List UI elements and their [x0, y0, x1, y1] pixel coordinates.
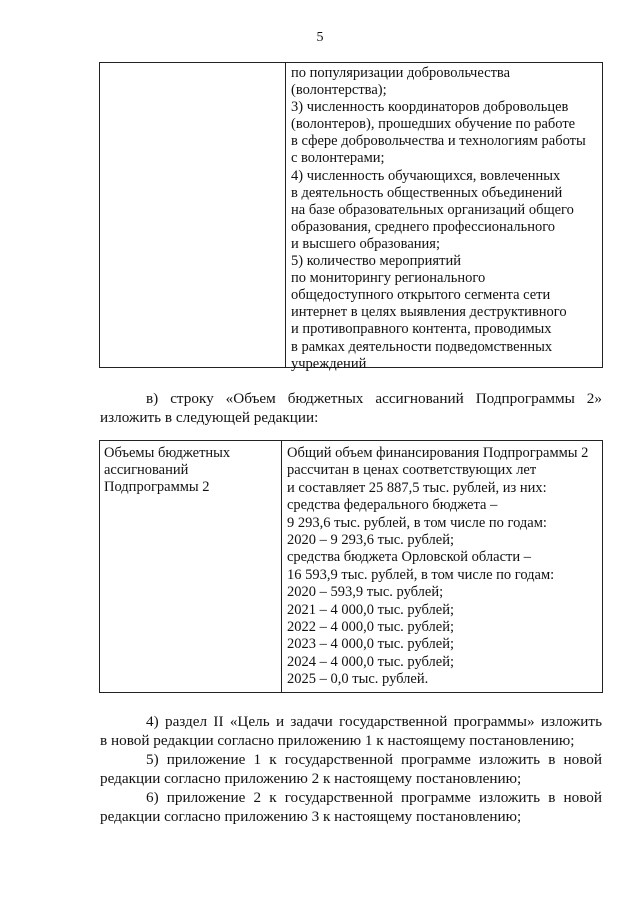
text-line: 3) численность координаторов добровольцев	[291, 99, 569, 116]
text-line: средства федерального бюджета –	[287, 497, 498, 514]
text-line: 2025 – 0,0 тыс. рублей.	[287, 671, 429, 688]
text-line: в деятельность общественных объединений	[291, 184, 563, 201]
text-line: общедоступного открытого сегмента сети	[291, 287, 551, 304]
paragraph-line: редакции согласно приложению 2 к настоящему постановлению;	[100, 770, 522, 787]
text-line: Общий объем финансирования Подпрограммы 2	[287, 445, 589, 461]
text-line: по мониторингу регионального	[291, 270, 486, 287]
column-divider	[285, 63, 286, 367]
text-line: учреждений	[291, 355, 367, 372]
paragraph-line: редакции согласно приложению 3 к настоящему постановлению;	[100, 808, 522, 825]
page-number: 5	[316, 30, 324, 45]
budget-table	[99, 440, 603, 693]
text-line: и высшего образования;	[291, 235, 440, 252]
text-line: 16 593,9 тыс. рублей, в том числе по годам:	[287, 566, 555, 583]
paragraph-line: в новой редакции согласно приложению 1 к настоящему постановлению;	[100, 732, 575, 749]
text-line: с волонтерами;	[291, 150, 385, 167]
text-line: на базе образовательных организаций общего	[291, 201, 574, 218]
paragraph-line: 6) приложение 2 к государственной программе изложить в новой	[146, 789, 602, 806]
text-line: (волонтеров), прошедших обучение по работе	[291, 116, 576, 133]
text-line: 9 293,6 тыс. рублей, в том числе по годам:	[287, 514, 547, 531]
paragraph-item-5	[100, 750, 602, 788]
text-line: рассчитан в ценах соответствующих лет	[287, 462, 537, 479]
text-line: 4) численность обучающихся, вовлеченных	[291, 167, 561, 184]
indicators-cell	[291, 65, 586, 373]
budget-value-cell	[287, 445, 588, 689]
text-line: в сфере добровольчества и технологиям работы	[291, 133, 586, 150]
indicators-table-fragment	[99, 62, 603, 372]
text-line: средства бюджета Орловской области –	[287, 549, 531, 566]
paragraph-item-6	[100, 788, 602, 826]
text-line: Объемы бюджетных	[104, 445, 231, 461]
text-line: образования, среднего профессионального	[291, 218, 556, 235]
text-line: 2020 – 9 293,6 тыс. рублей;	[287, 532, 454, 549]
text-line: и составляет 25 887,5 тыс. рублей, из них:	[287, 479, 547, 496]
budget-label-cell	[104, 445, 230, 496]
text-line: 2023 – 4 000,0 тыс. рублей;	[287, 636, 454, 653]
text-line: 5) количество мероприятий	[291, 253, 461, 270]
text-line: и противоправного контента, проводимых	[291, 321, 552, 338]
text-line: ассигнований	[104, 462, 189, 479]
text-line: интернет в целях выявления деструктивного	[291, 304, 567, 321]
column-divider	[281, 441, 282, 692]
text-line: 2024 – 4 000,0 тыс. рублей;	[287, 653, 454, 670]
text-line: Подпрограммы 2	[104, 479, 210, 496]
paragraph-line: изложить в следующей редакции:	[100, 409, 319, 426]
text-line: (волонтерства);	[291, 82, 387, 99]
text-line: 2021 – 4 000,0 тыс. рублей;	[287, 601, 454, 618]
paragraph-line: 4) раздел II «Цель и задачи государственной программы» изложить	[146, 713, 602, 730]
paragraph-item-4	[100, 712, 602, 750]
paragraph-line: 5) приложение 1 к государственной программе изложить в новой	[146, 751, 602, 768]
text-line: в рамках деятельности подведомственных	[291, 338, 553, 355]
text-line: 2020 – 593,9 тыс. рублей;	[287, 584, 444, 601]
text-line: по популяризации добровольчества	[291, 65, 511, 81]
paragraph-line: в) строку «Объем бюджетных ассигнований Подпрограммы 2»	[146, 390, 602, 407]
text-line: 2022 – 4 000,0 тыс. рублей;	[287, 619, 454, 636]
paragraph-v	[100, 389, 602, 427]
